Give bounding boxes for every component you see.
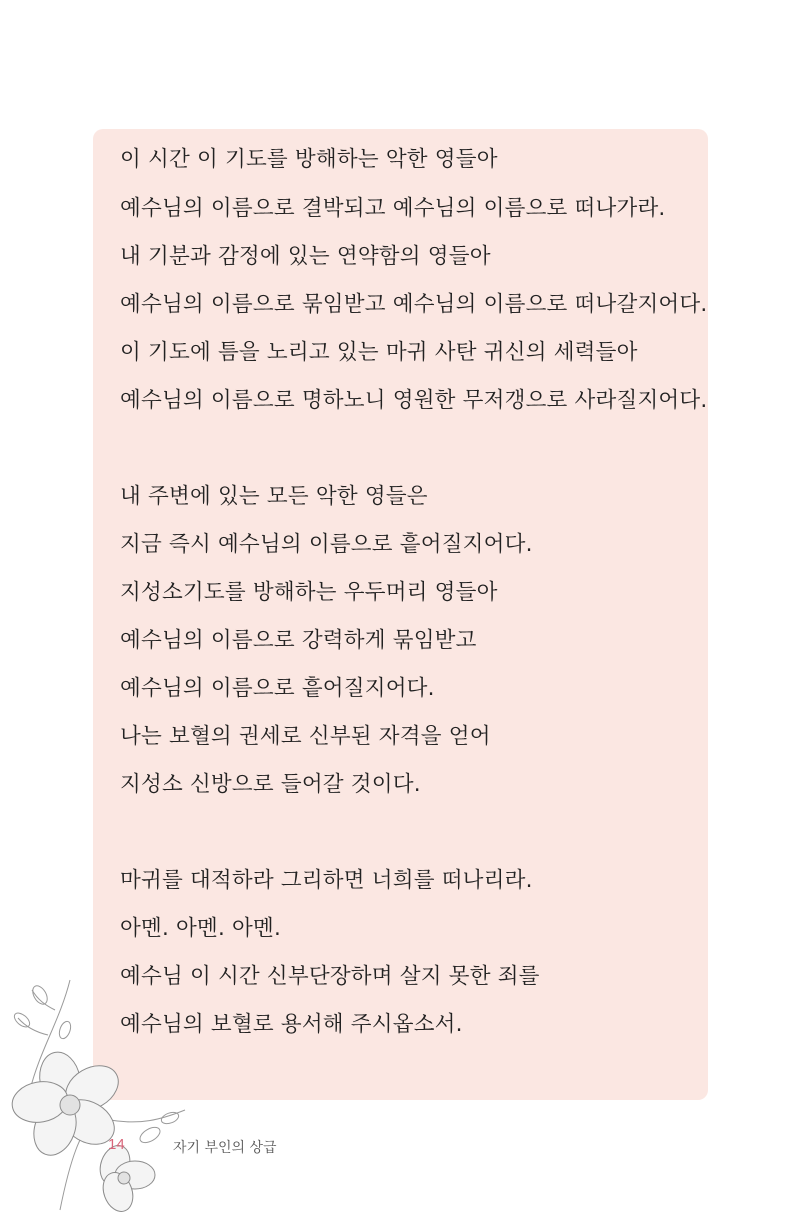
prayer-line: 예수님의 이름으로 흩어질지어다. bbox=[120, 676, 435, 701]
prayer-line: 이 기도에 틈을 노리고 있는 마귀 사탄 귀신의 세력들아 bbox=[120, 340, 638, 365]
prayer-line: 지금 즉시 예수님의 이름으로 흩어질지어다. bbox=[120, 532, 533, 557]
prayer-line: 이 시간 이 기도를 방해하는 악한 영들아 bbox=[120, 147, 498, 172]
prayer-line: 예수님의 보혈로 용서해 주시옵소서. bbox=[120, 1012, 463, 1037]
prayer-line: 예수님의 이름으로 명하노니 영원한 무저갱으로 사라질지어다. bbox=[120, 388, 708, 413]
prayer-line: 예수님 이 시간 신부단장하며 살지 못한 죄를 bbox=[120, 964, 540, 989]
prayer-line: 나는 보혈의 권세로 신부된 자격을 얻어 bbox=[120, 724, 491, 749]
prayer-line: 지성소 신방으로 들어갈 것이다. bbox=[120, 772, 421, 797]
prayer-line: 아멘. 아멘. 아멘. bbox=[120, 916, 281, 941]
prayer-line: 내 기분과 감정에 있는 연약함의 영들아 bbox=[120, 244, 491, 269]
prayer-line: 예수님의 이름으로 결박되고 예수님의 이름으로 떠나가라. bbox=[120, 196, 666, 221]
prayer-line: 지성소기도를 방해하는 우두머리 영들아 bbox=[120, 580, 498, 605]
prayer-line: 예수님의 이름으로 강력하게 묶임받고 bbox=[120, 628, 477, 653]
prayer-box bbox=[93, 129, 708, 1100]
prayer-line: 마귀를 대적하라 그리하면 너희를 떠나리라. bbox=[120, 868, 533, 893]
prayer-line: 내 주변에 있는 모든 악한 영들은 bbox=[120, 484, 428, 509]
prayer-line: 예수님의 이름으로 묶임받고 예수님의 이름으로 떠나갈지어다. bbox=[120, 292, 708, 317]
page-number: 14 bbox=[108, 1136, 125, 1153]
flower-illustration bbox=[0, 960, 200, 1216]
book-title: 자기 부인의 상급 bbox=[173, 1140, 277, 1156]
